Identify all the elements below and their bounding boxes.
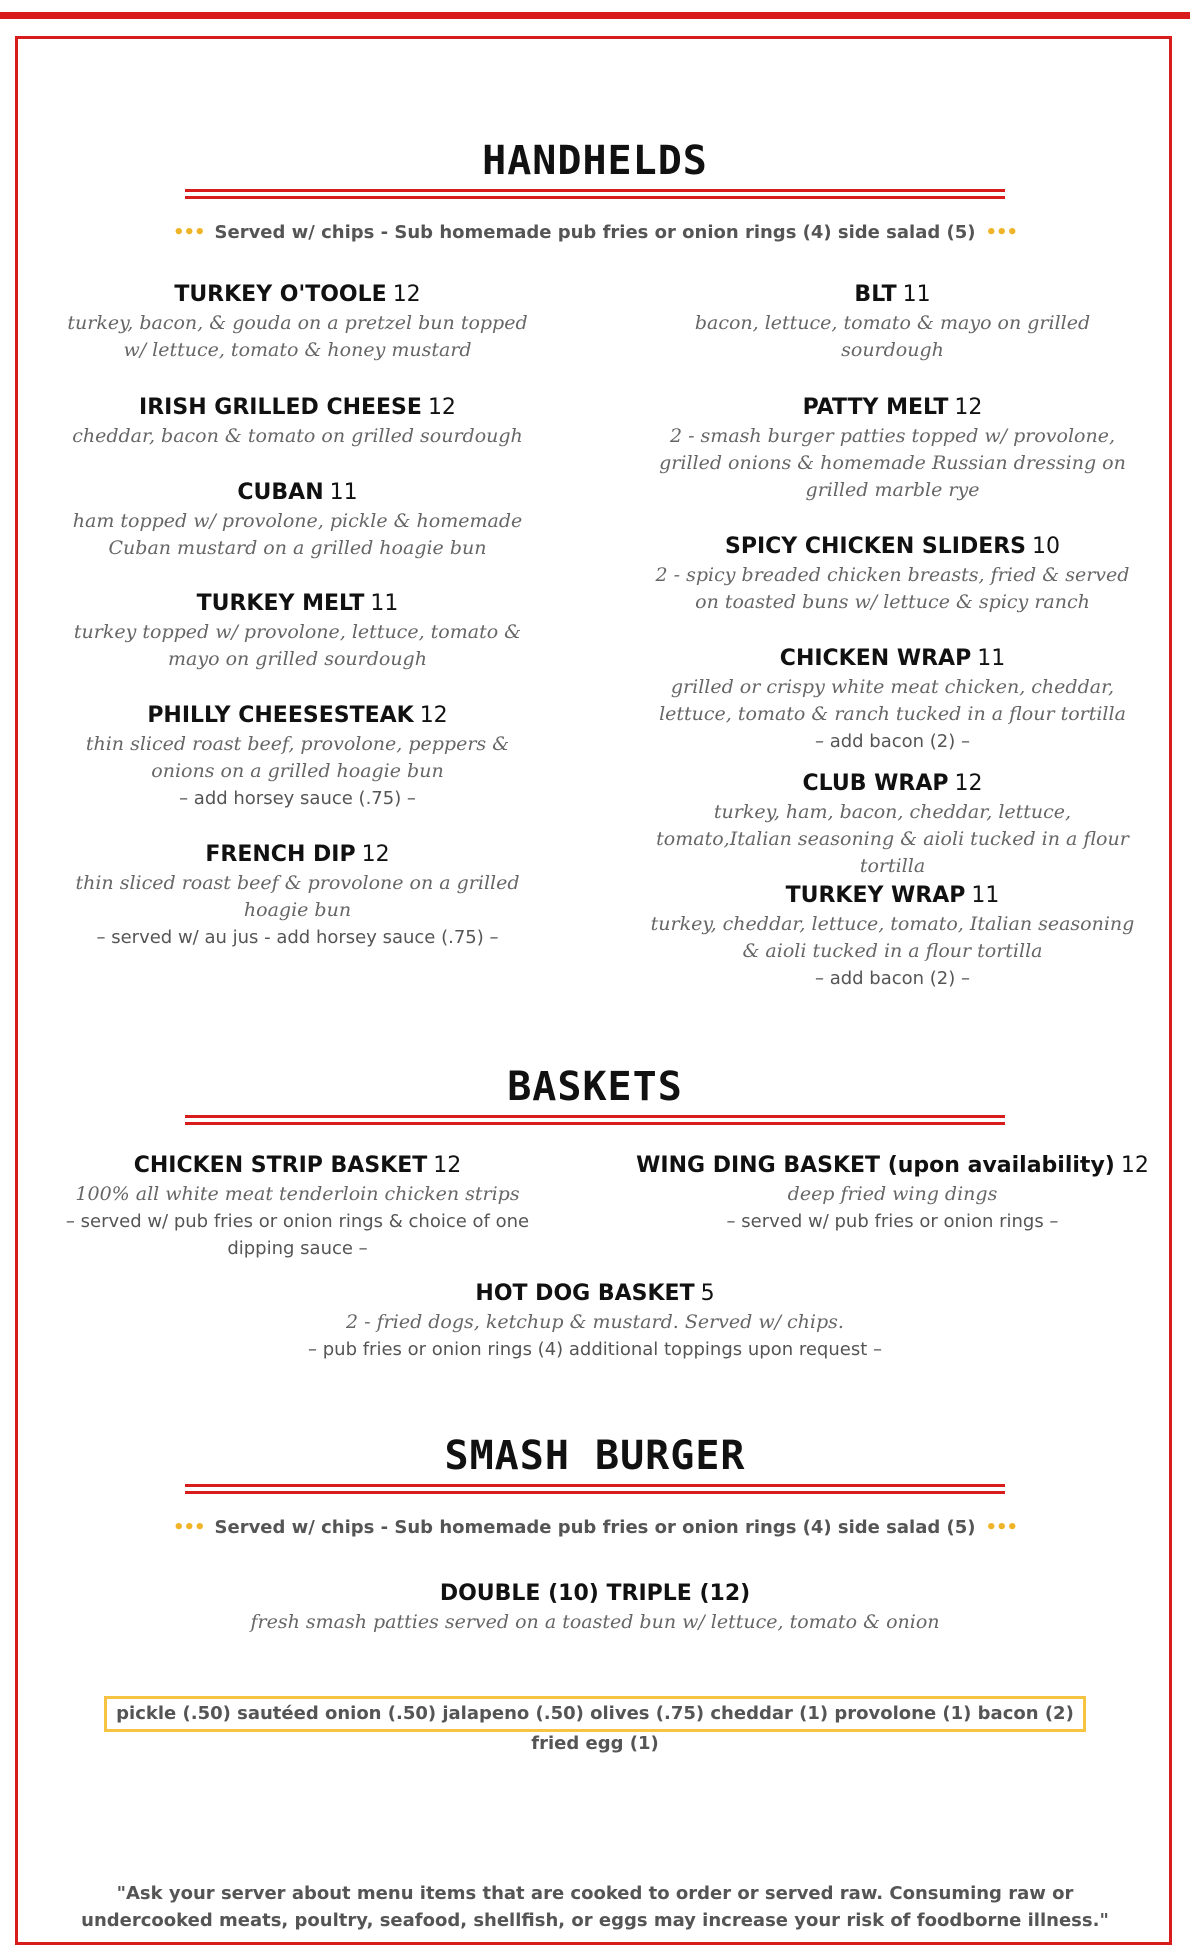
- section-title-handhelds: HANDHELDS: [482, 138, 708, 184]
- dots-icon: •••: [173, 1517, 205, 1538]
- item-price: 12: [392, 282, 421, 307]
- menu-item-club-wrap: [650, 769, 1135, 880]
- item-description: bacon, lettuce, tomato & mayo on grilled sourdough: [694, 312, 1091, 361]
- item-extra: – add bacon (2) –: [814, 968, 971, 989]
- item-extra: – add bacon (2) –: [814, 731, 971, 752]
- item-name: BLT 11: [854, 282, 931, 307]
- menu-item-irish-grilled-cheese: [55, 393, 540, 450]
- item-description: grilled or crispy white meat chicken, cheddar, lettuce, tomato & ranch tucked in a flour tortilla: [659, 676, 1126, 725]
- item-price: 12: [1120, 1153, 1149, 1178]
- menu-item-hot-dog-basket: [195, 1279, 995, 1363]
- item-name: HOT DOG BASKET 5: [475, 1281, 715, 1306]
- menu-item-chicken-wrap: [650, 644, 1135, 755]
- item-price: 12: [427, 395, 456, 420]
- item-price: 10: [1032, 534, 1061, 559]
- item-extra: – served w/ au jus - add horsey sauce (.75) –: [96, 927, 499, 948]
- item-name: CUBAN 11: [237, 480, 358, 505]
- title-rule-smash-burger: [185, 1484, 1005, 1494]
- item-price: 11: [902, 282, 931, 307]
- dots-icon: •••: [985, 222, 1017, 243]
- item-description: thin sliced roast beef & provolone on a grilled hoagie bun: [75, 872, 520, 921]
- item-name: DOUBLE (10) TRIPLE (12): [439, 1581, 751, 1606]
- section-title-baskets: BASKETS: [507, 1064, 683, 1110]
- item-price: 11: [370, 591, 399, 616]
- item-price: 11: [971, 883, 1000, 908]
- item-description: turkey, cheddar, lettuce, tomato, Italian seasoning & aioli tucked in a flour tortilla: [650, 913, 1135, 962]
- item-name: FRENCH DIP 12: [205, 842, 390, 867]
- note-text: Served w/ chips - Sub homemade pub fries or onion rings (4) side salad (5): [214, 1517, 976, 1538]
- item-extra: – pub fries or onion rings (4) additional toppings upon request –: [308, 1339, 882, 1360]
- dots-icon: •••: [173, 222, 205, 243]
- item-price: 11: [329, 480, 358, 505]
- item-description: turkey, ham, bacon, cheddar, lettuce, tomato,Italian seasoning & aioli tucked in a flour tortilla: [656, 801, 1129, 877]
- item-description: deep fried wing dings: [787, 1183, 998, 1205]
- menu-item-turkey-otoole: [55, 280, 540, 364]
- item-description: turkey topped w/ provolone, lettuce, tomato & mayo on grilled sourdough: [73, 621, 522, 670]
- food-safety-disclaimer: "Ask your server about menu items that are cooked to order or served raw. Consuming raw or undercooked meats, poultry, seafood, shellfish, or eggs may increase your risk of foodborne illness.": [81, 1883, 1109, 1931]
- menu-item-french-dip: [55, 840, 540, 951]
- item-name: PHILLY CHEESESTEAK 12: [147, 703, 448, 728]
- burger-addons-box: pickle (.50) sautéed onion (.50) jalapeno (.50) olives (.75) cheddar (1) provolone (1) bacon (2) fried egg (1): [104, 1696, 1086, 1732]
- item-description: cheddar, bacon & tomato on grilled sourdough: [72, 425, 523, 447]
- item-name: CLUB WRAP 12: [802, 771, 983, 796]
- section-title-smash-burger: SMASH BURGER: [444, 1433, 746, 1479]
- item-name: SPICY CHICKEN SLIDERS 10: [724, 534, 1061, 559]
- menu-item-spicy-chicken-sliders: [650, 532, 1135, 616]
- item-description: 100% all white meat tenderloin chicken strips: [75, 1183, 520, 1205]
- menu-item-turkey-melt: [55, 589, 540, 673]
- item-description: thin sliced roast beef, provolone, peppers & onions on a grilled hoagie bun: [85, 733, 510, 782]
- item-name: TURKEY O'TOOLE 12: [174, 282, 421, 307]
- item-name: CHICKEN WRAP 11: [779, 646, 1006, 671]
- item-name: TURKEY WRAP 11: [785, 883, 1000, 908]
- item-price: 12: [954, 395, 983, 420]
- item-name: IRISH GRILLED CHEESE 12: [139, 395, 456, 420]
- title-rule-handhelds: [185, 189, 1005, 199]
- item-description: fresh smash patties served on a toasted bun w/ lettuce, tomato & onion: [250, 1611, 940, 1633]
- item-price: 5: [700, 1281, 715, 1306]
- item-extra: – served w/ pub fries or onion rings –: [726, 1211, 1059, 1232]
- item-description: 2 - spicy breaded chicken breasts, fried & served on toasted buns w/ lettuce & spicy ranch: [655, 564, 1130, 613]
- dots-icon: •••: [985, 1517, 1017, 1538]
- menu-item-turkey-wrap: [650, 881, 1135, 992]
- item-price: 12: [433, 1153, 462, 1178]
- item-price: 12: [419, 703, 448, 728]
- item-name: PATTY MELT 12: [802, 395, 983, 420]
- item-price: 12: [361, 842, 390, 867]
- menu-item-smash-burger: [195, 1579, 995, 1636]
- menu-item-cuban: [55, 478, 540, 562]
- menu-item-chicken-strip-basket: [55, 1151, 540, 1262]
- menu-item-patty-melt: [650, 393, 1135, 504]
- item-price: 11: [977, 646, 1006, 671]
- item-description: turkey, bacon, & gouda on a pretzel bun topped w/ lettuce, tomato & honey mustard: [67, 312, 528, 361]
- menu-item-blt: [650, 280, 1135, 364]
- item-description: ham topped w/ provolone, pickle & homemade Cuban mustard on a grilled hoagie bun: [72, 510, 523, 559]
- menu-item-wing-ding-basket: [625, 1151, 1160, 1235]
- item-price: 12: [954, 771, 983, 796]
- item-name: CHICKEN STRIP BASKET 12: [133, 1153, 462, 1178]
- item-name: WING DING BASKET (upon availability) 12: [636, 1153, 1149, 1178]
- item-name: TURKEY MELT 11: [196, 591, 399, 616]
- item-description: 2 - smash burger patties topped w/ provolone, grilled onions & homemade Russian dressing on grilled marble rye: [659, 425, 1126, 501]
- item-extra: – add horsey sauce (.75) –: [179, 788, 416, 809]
- note-text: Served w/ chips - Sub homemade pub fries or onion rings (4) side salad (5): [214, 222, 976, 243]
- section-note-handhelds: [0, 222, 1190, 243]
- item-extra: – served w/ pub fries or onion rings & choice of one dipping sauce –: [65, 1211, 530, 1259]
- item-description: 2 - fried dogs, ketchup & mustard. Served w/ chips.: [346, 1311, 844, 1333]
- title-rule-baskets: [185, 1115, 1005, 1125]
- section-note-smash-burger: [0, 1517, 1190, 1538]
- top-red-bar: [0, 12, 1190, 19]
- menu-item-philly-cheesesteak: [55, 701, 540, 812]
